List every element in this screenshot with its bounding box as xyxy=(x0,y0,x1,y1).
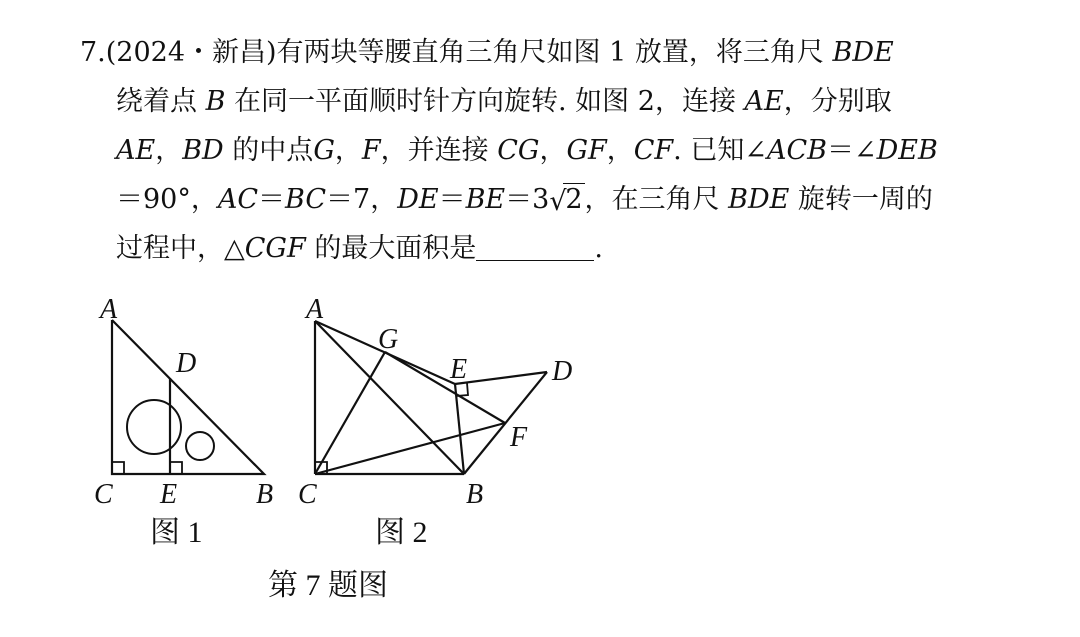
fig2-label-c: C xyxy=(298,479,317,510)
math-span: F xyxy=(361,135,381,166)
math-span: DEB xyxy=(876,135,938,166)
math-span: ACB xyxy=(766,135,827,166)
figure-1-caption: 图 1 xyxy=(150,516,203,549)
problem-number: 7. xyxy=(80,37,106,68)
math-span: AE xyxy=(116,135,156,166)
figure-1 xyxy=(112,320,264,474)
text-span: 过程中，△ xyxy=(116,233,245,264)
text-span: 在同一平面顺时针方向旋转. 如图 2，连接 xyxy=(225,86,745,117)
sqrt-sign: √ xyxy=(549,186,567,217)
math-span: DE xyxy=(397,184,439,215)
fig2-label-b: B xyxy=(466,479,484,510)
figure-2-caption: 图 2 xyxy=(375,516,428,549)
math-span: BD xyxy=(182,135,224,166)
text-span: ， xyxy=(334,135,362,166)
segment-cf xyxy=(315,423,505,474)
math-span: BDE xyxy=(832,37,894,68)
segment-ed xyxy=(455,372,547,384)
text-span: ， xyxy=(539,135,567,166)
text-span: . 已知∠ xyxy=(673,135,767,166)
text-span: ＝ xyxy=(258,184,286,215)
text-span: ＝7， xyxy=(326,184,398,215)
figure-set-caption: 第 7 题图 xyxy=(268,569,388,602)
text-span: 的最大面积是 xyxy=(305,233,477,264)
math-span: AE xyxy=(744,86,784,117)
fig2-label-e: E xyxy=(450,354,468,385)
math-span: BE xyxy=(465,184,506,215)
text-span: ， xyxy=(155,135,183,166)
right-angle-c-mark xyxy=(112,462,124,474)
text-span: ，分别取 xyxy=(783,86,892,117)
fig1-label-b: B xyxy=(256,479,274,510)
math-span: BDE xyxy=(728,184,790,215)
fig2-label-a: A xyxy=(306,294,324,325)
math-span: CF xyxy=(633,135,674,166)
fig2-label-f: F xyxy=(510,422,528,453)
segment-cg xyxy=(315,352,385,474)
fig2-label-d: D xyxy=(552,356,573,387)
text-span: 绕着点 xyxy=(116,86,206,117)
text-span: 的中点 xyxy=(223,135,314,166)
math-span: GF xyxy=(566,135,607,166)
fig1-label-c: C xyxy=(94,479,113,510)
text-span: ，在三角尺 xyxy=(584,184,729,215)
text-span: 旋转一周的 xyxy=(789,184,933,215)
math-span: BC xyxy=(285,184,327,215)
math-span: G xyxy=(313,135,335,166)
math-span: CGF xyxy=(244,233,306,264)
large-circle xyxy=(127,400,181,454)
fig1-label-e: E xyxy=(160,479,178,510)
segment-db xyxy=(464,372,547,474)
sqrt-argument: 2 xyxy=(565,184,583,215)
text-span: ＝90°， xyxy=(116,184,218,215)
fig1-label-d: D xyxy=(176,348,197,379)
text-span: ＝3 xyxy=(505,184,550,215)
text-span: ， xyxy=(606,135,634,166)
text-span: ＝ xyxy=(438,184,466,215)
text-span: ＝∠ xyxy=(826,135,877,166)
math-span: AC xyxy=(217,184,259,215)
text-span: 有两块等腰直角三角尺如图 1 放置，将三角尺 xyxy=(276,37,833,68)
fig1-label-a: A xyxy=(100,294,118,325)
math-span: B xyxy=(205,86,226,117)
problem-source: (2024・新昌) xyxy=(105,37,277,68)
text-span: ，并连接 xyxy=(380,135,498,166)
triangle-abc xyxy=(112,320,264,474)
right-angle-e-mark xyxy=(170,462,182,474)
fig2-label-g: G xyxy=(378,324,399,355)
math-span: CG xyxy=(497,135,540,166)
text-span: . xyxy=(594,233,603,264)
small-circle xyxy=(186,432,214,460)
